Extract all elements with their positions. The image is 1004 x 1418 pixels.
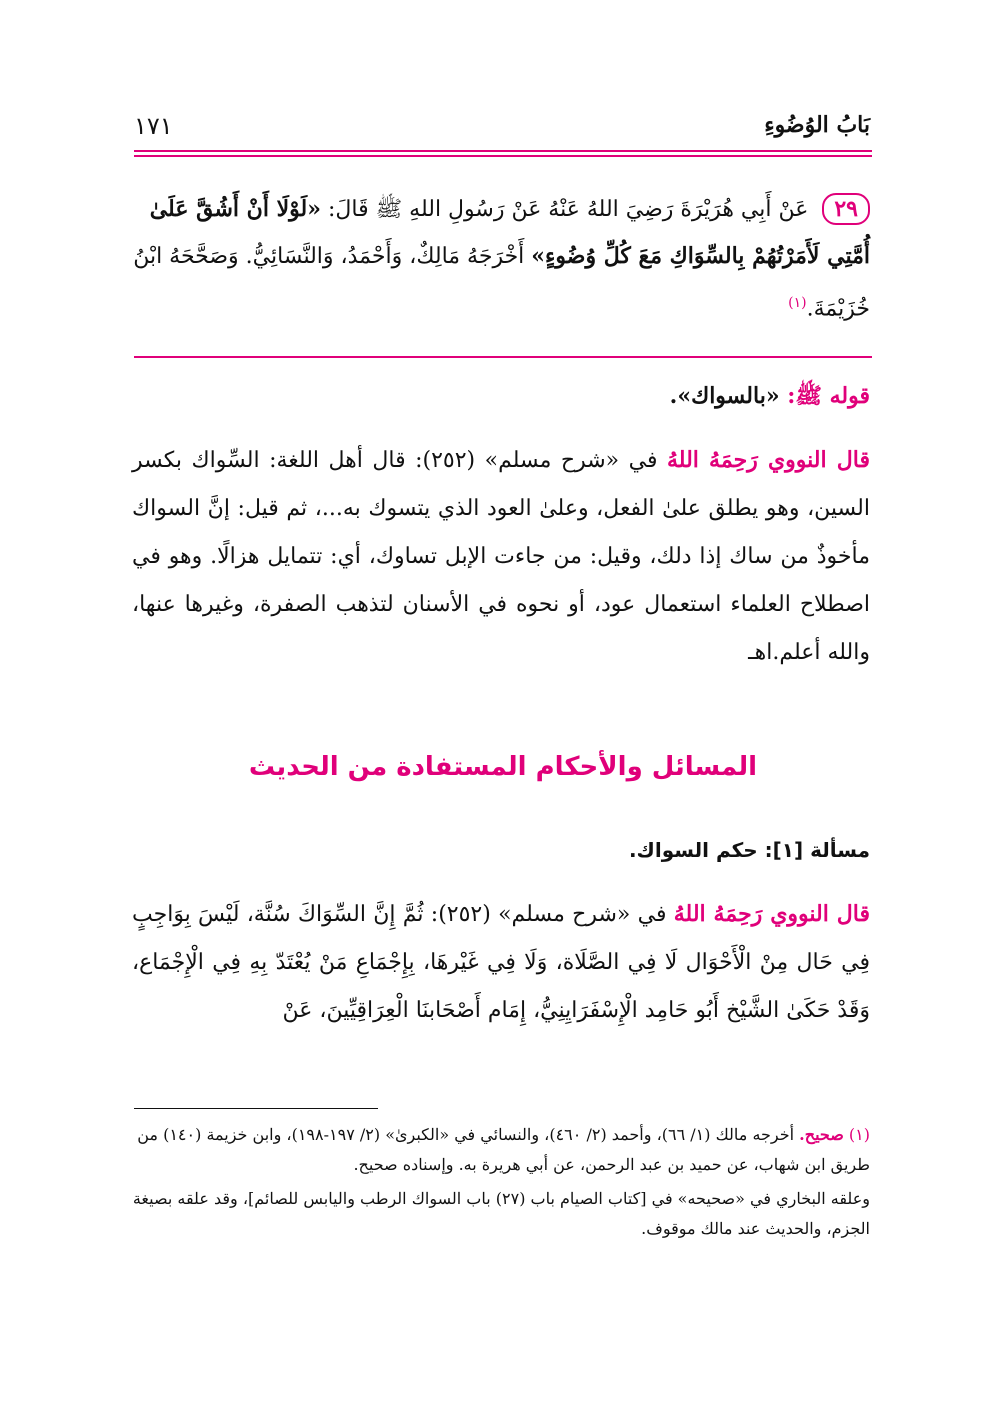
speaker-nawawi: قال النووي رَحِمَهُ اللهُ bbox=[667, 447, 870, 473]
hadith-takhrij: أَخْرَجَهُ مَالِكٌ، وَأَحْمَدُ، وَالنَّسَائِيُّ. وَصَحَّحَهُ ابْنُ خُزَيْمَةَ. bbox=[133, 244, 870, 322]
footnote-1 bbox=[132, 1120, 870, 1180]
footnote-1-continued: وعلقه البخاري في «صحيحه» في [كتاب الصيام باب (٢٧) باب السواك الرطب واليابس للصائم]، وقد علقه بصيغة الجزم، والحديث عند مالك موقوف. bbox=[132, 1189, 870, 1238]
hadith-rule bbox=[134, 356, 872, 358]
issue-text: حكم السواك. bbox=[628, 838, 758, 862]
chapter-title: بَابُ الوُضُوءِ bbox=[764, 112, 870, 138]
paragraph-2-text: في «شرح مسلم» (٢٥٢): ثُمَّ إِنَّ السِّوَاكَ سُنَّة، لَيْسَ بِوَاجِبٍ فِي حَال مِنْ الْأَحْوَال لَا فِي الصَّلَاة، وَلَا فِي غَيْرهَا، بِإِجْمَاعِ مَنْ يُعْتَدّ بِهِ فِي الْإِجْمَاع، وَقَدْ حَكَىٰ الشَّيْخ أَبُو حَامِد الْإِسْفَرَايِنِيُّ، إِمَام أَصْحَابنَا الْعِرَاقِيِّينَ، عَنْ bbox=[132, 902, 870, 1023]
header-rule bbox=[134, 150, 872, 157]
hadith-block bbox=[132, 186, 870, 332]
issue-label: مسألة [١]: bbox=[757, 838, 870, 862]
paragraph-2 bbox=[132, 890, 870, 1035]
section-title: المسائل والأحكام المستفادة من الحديث bbox=[248, 752, 758, 782]
hadith-number: ٢٩ bbox=[822, 193, 870, 225]
commentary-quote: «بالسواك». bbox=[669, 383, 780, 409]
footnote-1-number: (١) bbox=[848, 1125, 870, 1144]
issue-heading bbox=[132, 838, 870, 862]
hadith-quote: «لَوْلَا أَنْ أَشُقَّ عَلَىٰ أُمَّتِي لَأَمَرْتُهُمْ بِالسِّوَاكِ مَعَ كُلِّ وُضُوءٍ» bbox=[149, 196, 870, 269]
footnote-ref[interactable]: (١) bbox=[788, 295, 807, 311]
page-number: ١٧١ bbox=[134, 112, 173, 140]
footnote-1-text: أخرجه مالك (١/ ٦٦)، وأحمد (٢/ ٤٦٠)، والنسائي في «الكبرىٰ» (٢/ ١٩٧-١٩٨)، وابن خزيمة (١٤٠) من طريق ابن شهاب، عن حميد بن عبد الرحمن، عن أبي هريرة به. وإسناده صحيح. bbox=[137, 1125, 870, 1174]
hadith-narrator: عَنْ أَبِي هُرَيْرَةَ رَضِيَ اللهُ عَنْهُ عَنْ رَسُولِ اللهِ ﷺ قَالَ: bbox=[320, 197, 809, 222]
paragraph-1-text: في «شرح مسلم» (٢٥٢): قال أهل اللغة: السِّواك بكسر السين، وهو يطلق علىٰ الفعل، وعلىٰ العود الذي يتسوك به...، ثم قيل: إنَّ السواك مأخوذٌ من ساك إذا دلك، وقيل: من جاءت الإبل تساوك، أي: تتمايل هزالًا. وهو في اصطلاح العلماء استعمال عود، أو نحوه في الأسنان لتذهب الصفرة، وغيرها عنها، والله أعلم.اهـ bbox=[132, 448, 870, 665]
footnote-rule bbox=[134, 1108, 378, 1109]
speaker-nawawi-2: قال النووي رَحِمَهُ اللهُ bbox=[673, 901, 870, 927]
paragraph-1 bbox=[132, 436, 870, 677]
commentary-heading bbox=[132, 382, 870, 414]
footnote-1-grade: صحيح. bbox=[799, 1125, 844, 1144]
commentary-label: قوله ﷺ: bbox=[779, 383, 870, 409]
footnotes bbox=[132, 1120, 870, 1248]
